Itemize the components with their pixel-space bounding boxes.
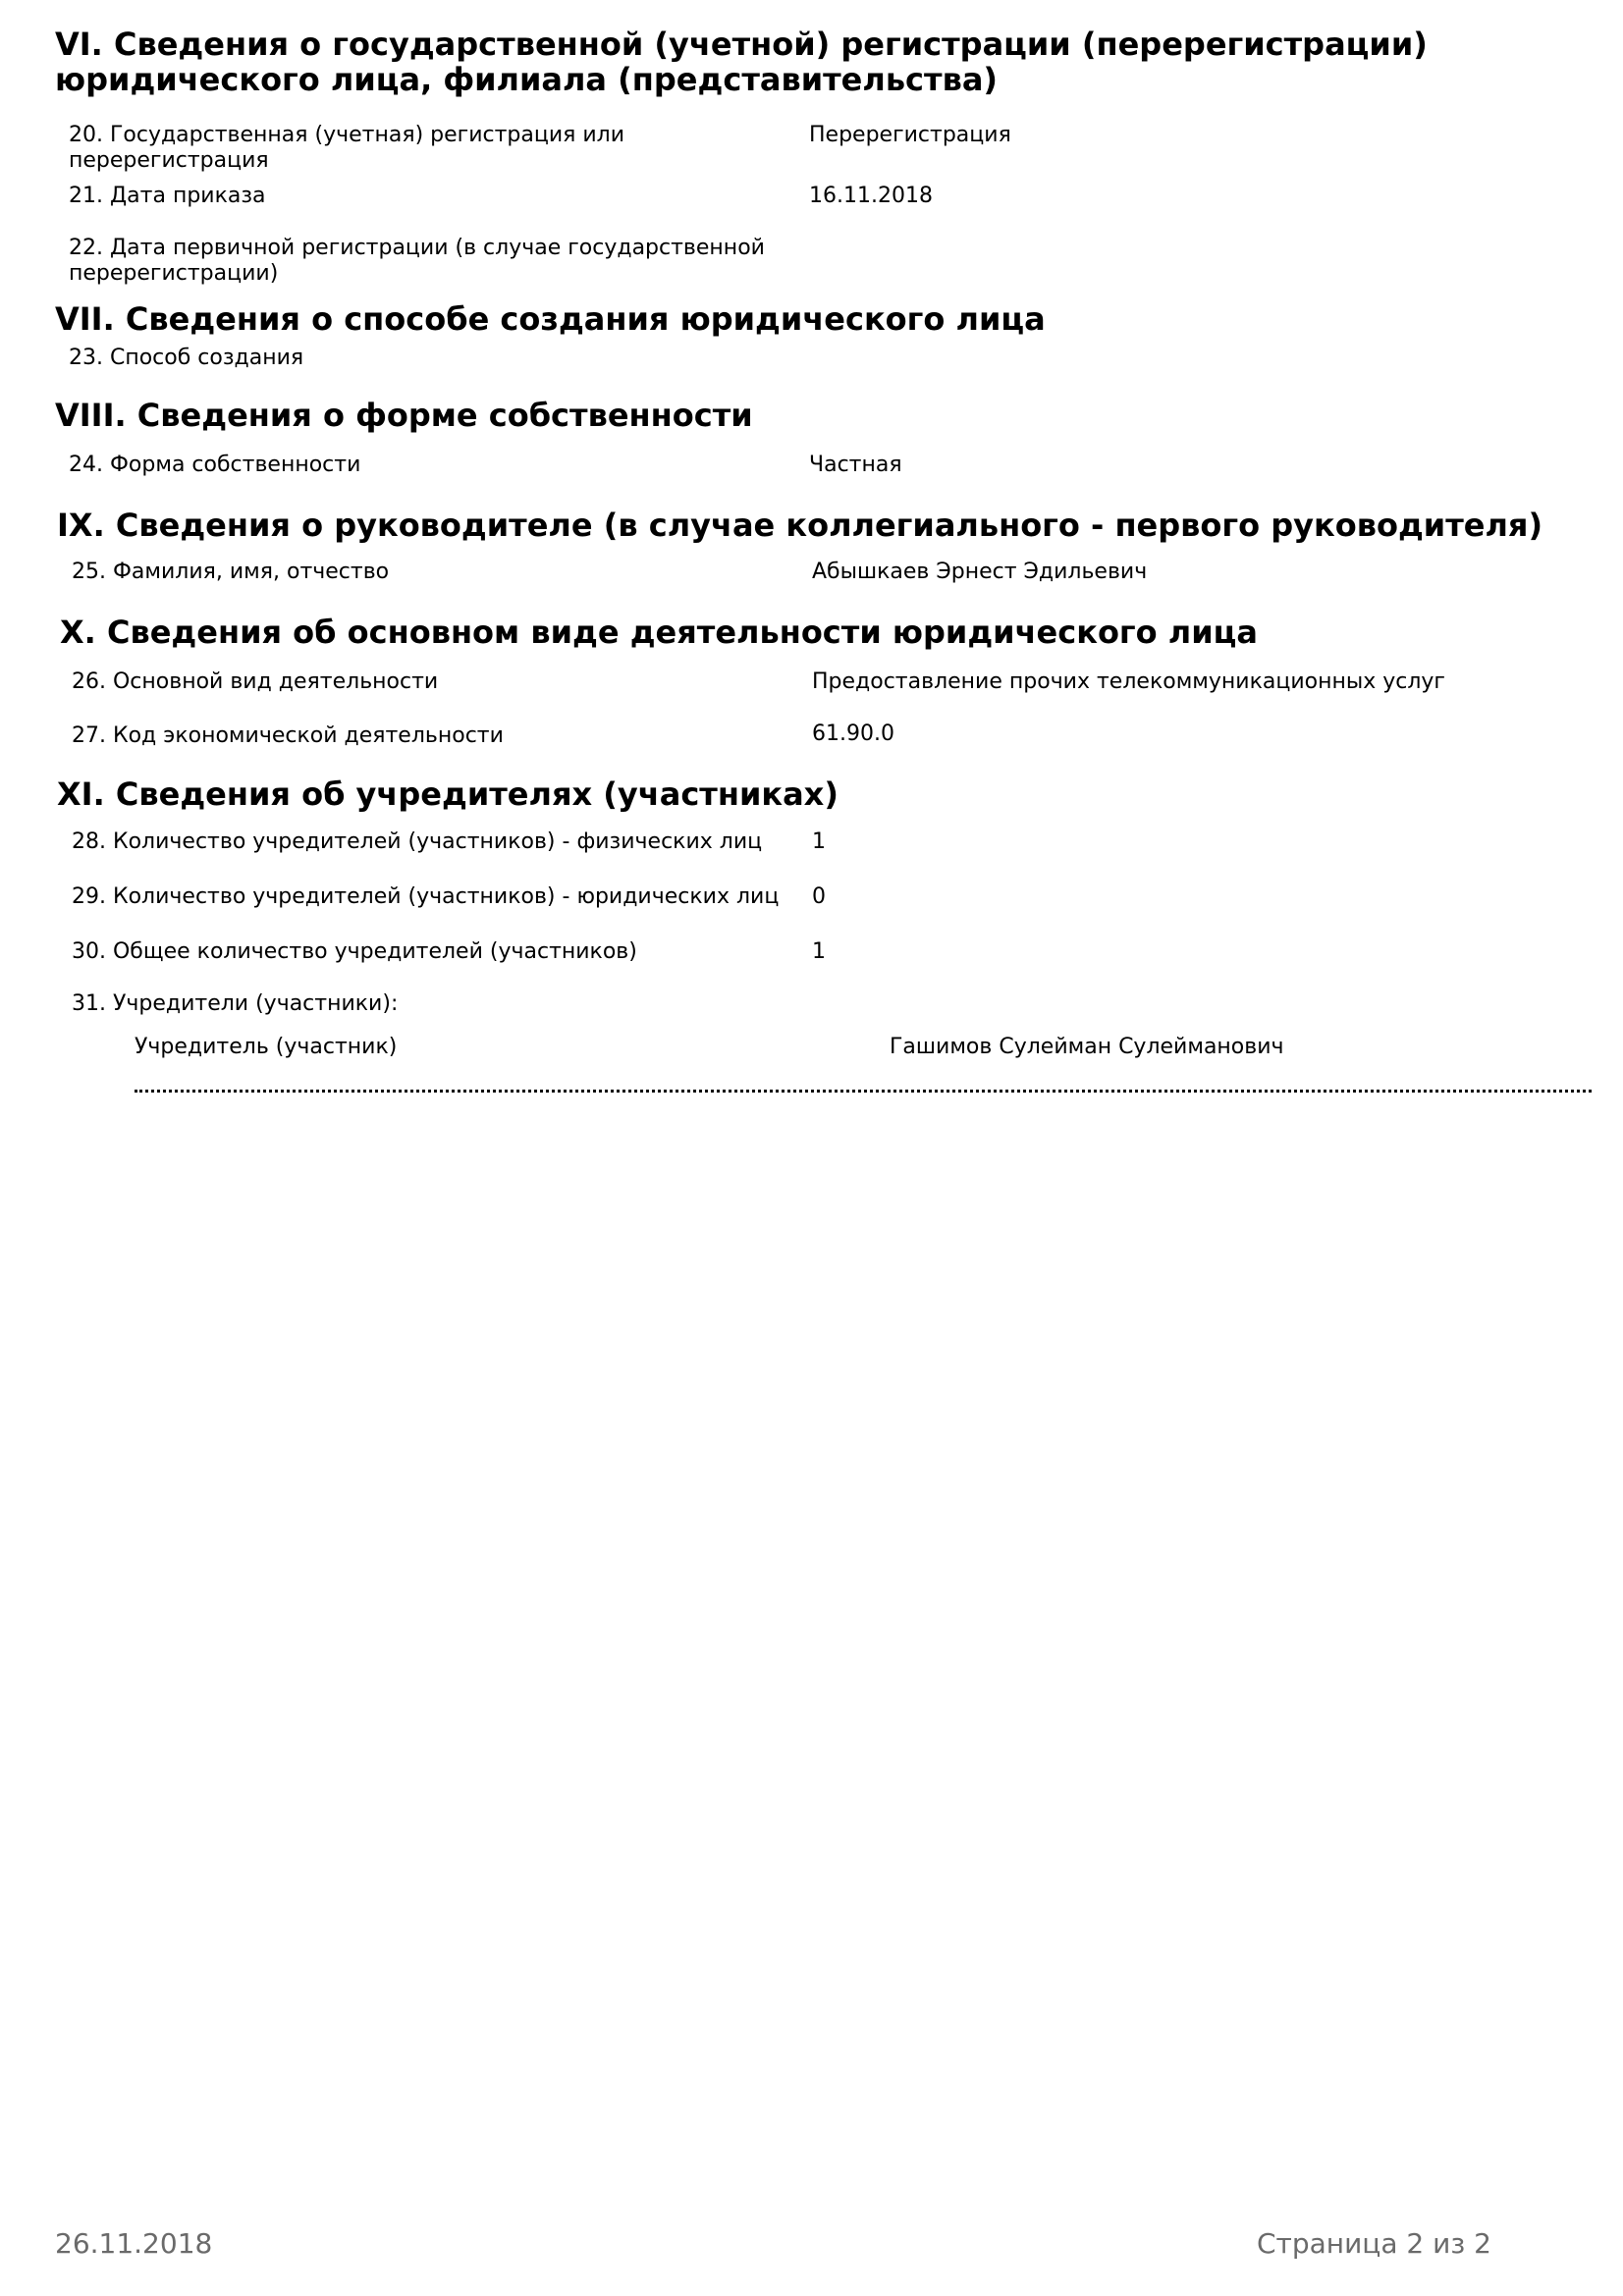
field-27-value: 61.90.0 bbox=[812, 721, 894, 746]
field-20-label-line1: 20. Государственная (учетная) регистрация или bbox=[69, 123, 625, 147]
section-vi-heading-line2: юридического лица, филиала (представительства) bbox=[55, 61, 999, 98]
field-24-value: Частная bbox=[809, 453, 902, 477]
section-viii-heading: VIII. Сведения о форме собственности bbox=[55, 397, 753, 434]
founder-name: Гашимов Сулейман Сулейманович bbox=[890, 1035, 1284, 1059]
footer-date: 26.11.2018 bbox=[55, 2227, 213, 2260]
field-29-label: 29. Количество учредителей (участников) - юридических лиц bbox=[72, 884, 780, 909]
section-ix-heading: IX. Сведения о руководителе (в случае коллегиального - первого руководителя) bbox=[57, 507, 1543, 544]
field-24-label: 24. Форма собственности bbox=[69, 453, 361, 477]
field-28-label: 28. Количество учредителей (участников) - физических лиц bbox=[72, 829, 763, 854]
field-30-value: 1 bbox=[812, 939, 826, 964]
field-20-value: Перерегистрация bbox=[809, 123, 1011, 147]
field-25-label: 25. Фамилия, имя, отчество bbox=[72, 560, 390, 584]
section-vi-heading bbox=[55, 27, 1428, 97]
field-30-label: 30. Общее количество учредителей (участников) bbox=[72, 939, 637, 964]
field-25-value: Абышкаев Эрнест Эдильевич bbox=[812, 560, 1148, 584]
field-21-label: 21. Дата приказа bbox=[69, 184, 266, 208]
section-x-heading: X. Сведения об основном виде деятельности юридического лица bbox=[60, 614, 1258, 651]
field-22-label-line1: 22. Дата первичной регистрации (в случае государственной bbox=[69, 236, 765, 260]
field-21-value: 16.11.2018 bbox=[809, 184, 933, 208]
field-31-label: 31. Учредители (участники): bbox=[72, 991, 399, 1016]
field-28-value: 1 bbox=[812, 829, 826, 854]
field-20-label bbox=[69, 123, 624, 174]
section-xi-heading: XI. Сведения об учредителях (участниках) bbox=[57, 775, 839, 813]
field-22-label bbox=[69, 236, 765, 287]
founder-label: Учредитель (участник) bbox=[135, 1035, 398, 1059]
field-29-value: 0 bbox=[812, 884, 826, 909]
field-23-label: 23. Способ создания bbox=[69, 346, 304, 370]
field-26-label: 26. Основной вид деятельности bbox=[72, 669, 439, 694]
footer-page-number: Страница 2 из 2 bbox=[1257, 2227, 1491, 2260]
section-vi-heading-line1: VI. Сведения о государственной (учетной) регистрации (перерегистрации) bbox=[55, 26, 1428, 63]
field-26-value: Предоставление прочих телекоммуникационных услуг bbox=[812, 669, 1445, 694]
field-20-label-line2: перерегистрация bbox=[69, 148, 269, 173]
section-vii-heading: VII. Сведения о способе создания юридического лица bbox=[55, 300, 1046, 338]
field-22-label-line2: перерегистрации) bbox=[69, 261, 279, 286]
founder-separator-line bbox=[135, 1090, 1592, 1093]
field-27-label: 27. Код экономической деятельности bbox=[72, 723, 504, 748]
